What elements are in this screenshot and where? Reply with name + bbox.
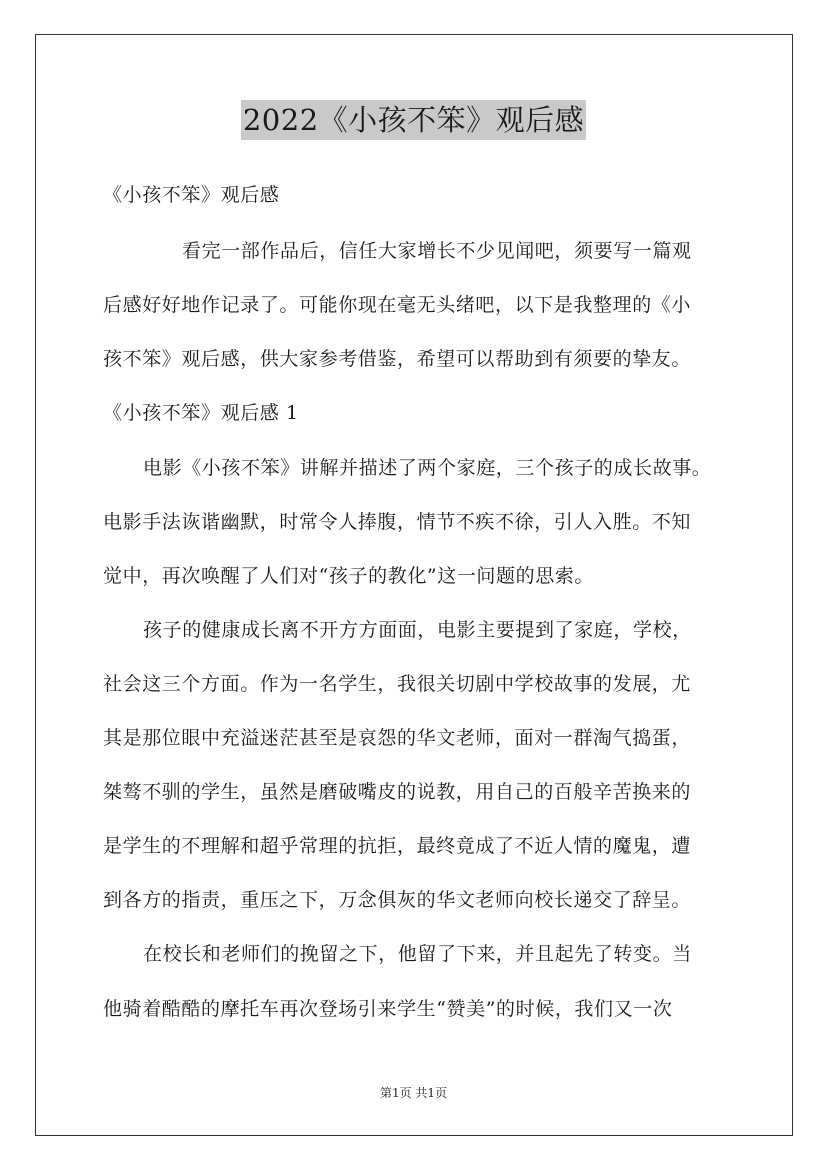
page-number: 第1页 共1页	[379, 1086, 448, 1100]
text-line: 孩子的健康成长离不开方方面面，电影主要提到了家庭，学校，	[143, 619, 692, 641]
text-line: 社会这三个方面。作为一名学生，我很关切剧中学校故事的发展，尤	[103, 673, 692, 695]
text-line: 电影手法诙谐幽默，时常令人捧腹，情节不疾不徐，引人入胜。不知	[103, 511, 692, 533]
text-line: 在校长和老师们的挽留之下，他留了下来，并且起先了转变。当	[143, 943, 692, 965]
text-line: 后感好好地作记录了。可能你现在毫无头绪吧，以下是我整理的《小	[103, 294, 692, 316]
text-line: 《小孩不笨》观后感 1	[103, 402, 299, 424]
text-line: 看完一部作品后，信任大家增长不少见闻吧，须要写一篇观	[182, 240, 692, 262]
text-line: 孩不笨》观后感，供大家参考借鉴，希望可以帮助到有须要的挚友。	[103, 348, 692, 370]
text-line: 是学生的不理解和超乎常理的抗拒，最终竟成了不近人情的魔鬼，遭	[103, 835, 692, 857]
text-line: 到各方的指责，重压之下，万念俱灰的华文老师向校长递交了辞呈。	[103, 889, 692, 911]
text-line: 觉中，再次唤醒了人们对“孩子的教化”这一问题的思索。	[103, 565, 595, 587]
document-title: 2022《小孩不笨》观后感	[241, 100, 586, 140]
text-line: 电影《小孩不笨》讲解并描述了两个家庭，三个孩子的成长故事。	[143, 457, 712, 479]
text-line: 他骑着酷酷的摩托车再次登场引来学生“赞美”的时候，我们又一次	[103, 998, 673, 1020]
title-container	[0, 100, 827, 140]
text-line: 其是那位眼中充溢迷茫甚至是哀怨的华文老师，面对一群淘气捣蛋，	[103, 727, 692, 749]
text-line: 《小孩不笨》观后感	[103, 184, 280, 206]
text-line: 桀骜不驯的学生，虽然是磨破嘴皮的说教，用自己的百般辛苦换来的	[103, 781, 692, 803]
